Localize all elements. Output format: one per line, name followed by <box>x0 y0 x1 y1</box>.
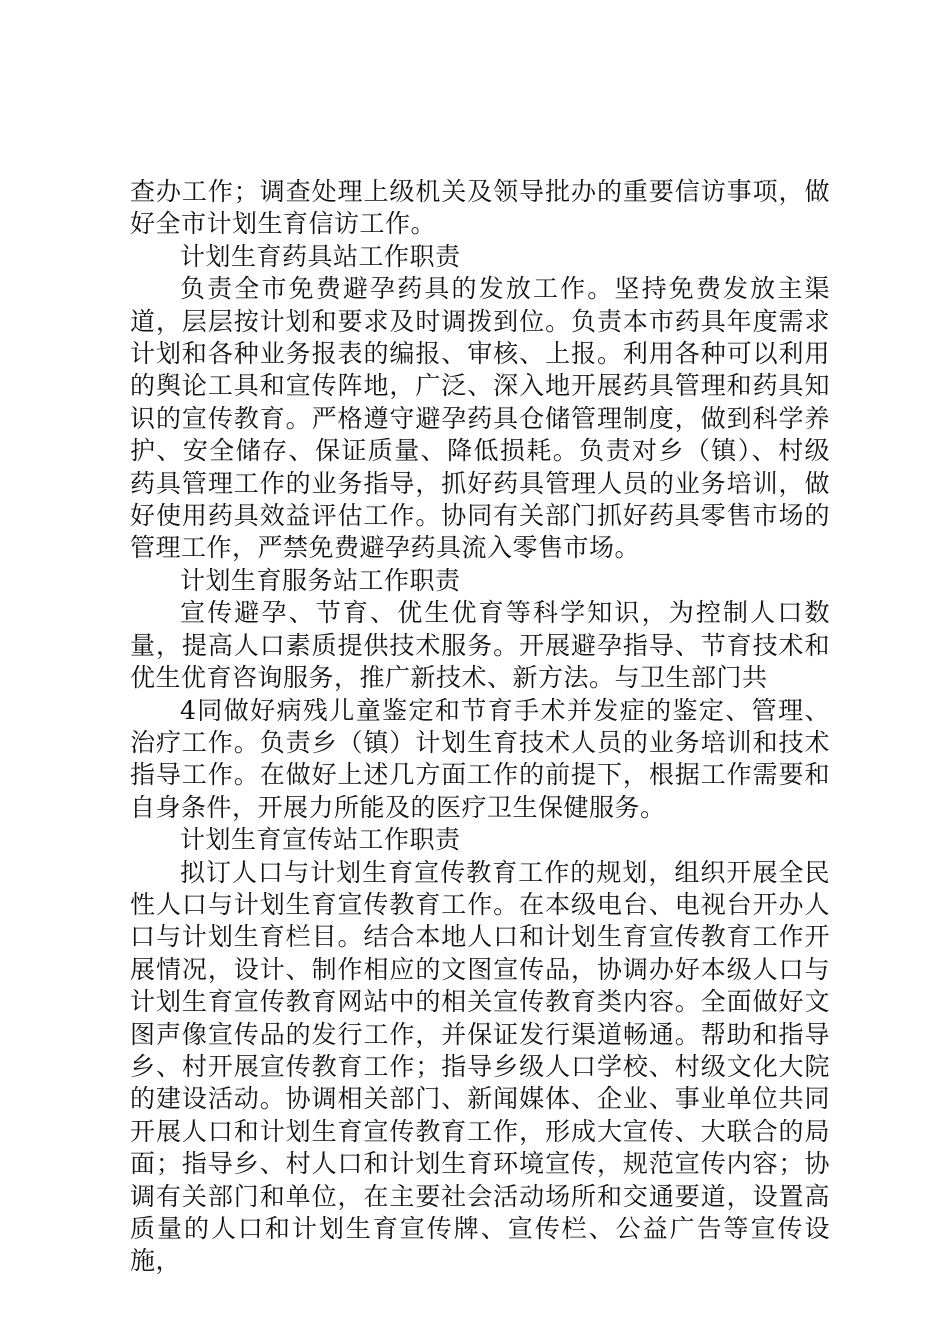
paragraph-service-duties: 宣传避孕、节育、优生优育等科学知识，为控制人口数量，提高人口素质提供技术服务。开展避孕指导、节育技术和优生优育咨询服务，推广新技术、新方法。与卫生部门共 <box>130 598 830 693</box>
paragraph-continuation: 查办工作；调查处理上级机关及领导批办的重要信访事项，做好全市计划生育信访工作。 <box>130 177 830 239</box>
paragraph-service-duties-continued: 4同做好病残儿童鉴定和节育手术并发症的鉴定、管理、治疗工作。负责乡（镇）计划生育技术人员的业务培训和技术指导工作。在做好上述几方面工作的前提下，根据工作需要和自身条件，开展力所能及的医疗卫生保健服务。 <box>130 695 830 822</box>
paragraph-contraceptive-duties: 负责全市免费避孕药具的发放工作。坚持免费发放主渠道，层层按计划和要求及时调拨到位。负责本市药具年度需求计划和各种业务报表的编报、审核、上报。利用各种可以利用的舆论工具和宣传阵地，广泛、深入地开展药具管理和药具知识的宣传教育。严格遵守避孕药具仓储管理制度，做到科学养护、安全储存、保证质量、降低损耗。负责对乡（镇）、村级药具管理工作的业务指导，抓好药具管理人员的业务培训，做好使用药具效益评估工作。协同有关部门抓好药具零售市场的管理工作，严禁免费避孕药具流入零售市场。 <box>130 274 830 563</box>
section-heading-contraceptive-station: 计划生育药具站工作职责 <box>180 241 461 271</box>
section-heading-service-station: 计划生育服务站工作职责 <box>180 565 461 595</box>
section-heading-publicity-station: 计划生育宣传站工作职责 <box>180 825 461 855</box>
document-body <box>130 176 830 1278</box>
paragraph-publicity-duties: 拟订人口与计划生育宣传教育工作的规划，组织开展全民性人口与计划生育宣传教育工作。在本级电台、电视台开办人口与计划生育栏目。结合本地人口和计划生育宣传教育工作开展情况，设计、制作相应的文图宣传品，协调办好本级人口与计划生育宣传教育网站中的相关宣传教育类内容。全面做好文图声像宣传品的发行工作，并保证发行渠道畅通。帮助和指导乡、村开展宣传教育工作；指导乡级人口学校、村级文化大院的建设活动。协调相关部门、新闻媒体、企业、事业单位共同开展人口和计划生育宣传教育工作，形成大宣传、大联合的局面；指导乡、村人口和计划生育环境宣传，规范宣传内容；协调有关部门和单位，在主要社会活动场所和交通要道，设置高质量的人口和计划生育宣传牌、宣传栏、公益广告等宣传设施， <box>130 857 830 1276</box>
